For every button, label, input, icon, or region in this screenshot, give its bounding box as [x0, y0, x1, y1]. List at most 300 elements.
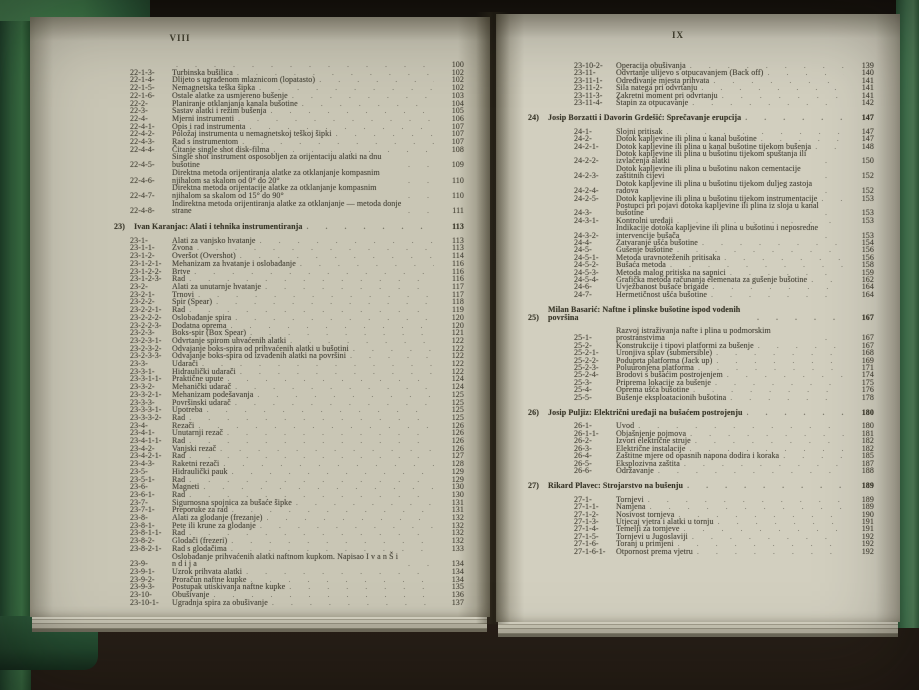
leader-dots: [189, 529, 434, 537]
entry-number: 23-2-2-1-: [130, 305, 162, 315]
entry-page-number: 132: [451, 513, 464, 523]
entry-page-number: 142: [861, 98, 874, 108]
entry-number: 23-3-: [130, 359, 148, 369]
entry-title: Površinski udarač: [172, 397, 231, 407]
entry-title: Mjerni instrumenti: [172, 113, 235, 123]
entry-page-number: 125: [451, 389, 464, 399]
entry-page-number: 129: [451, 474, 464, 484]
entry-title: Rad: [172, 528, 186, 538]
entry-page-number: 105: [451, 106, 464, 116]
entry-number: 24-6-: [574, 282, 592, 292]
entry-page-number: 131: [451, 497, 464, 507]
entry-page-number: 168: [861, 348, 874, 358]
entry-page-number: 156: [861, 252, 874, 262]
entry-title: Utjecaj vjetra i alatki u tornju: [616, 516, 714, 526]
entry-number: 25-2-2-: [574, 355, 599, 365]
leader-dots: [811, 276, 844, 283]
entry-number: 23-1-2-1-: [130, 258, 162, 268]
entry-page-number: 189: [861, 502, 874, 512]
entry-title: Rad s instrumentom: [172, 137, 239, 147]
entry-number: 25-1-: [574, 333, 592, 343]
entry-page-number: 153: [861, 208, 874, 218]
entry-number: 23-11-1-: [574, 75, 603, 85]
entry-page-number: 128: [451, 459, 464, 469]
entry-page-number: 139: [861, 61, 874, 70]
entry-title: Praktične upute: [172, 374, 224, 384]
entry-number: 23-10-: [130, 590, 152, 600]
leader-dots: [235, 383, 434, 391]
leader-dots: [815, 143, 844, 150]
entry-title: Vanjski rezač: [172, 443, 217, 453]
entry-number: 25-2-3-: [574, 363, 599, 373]
toc-entry: [130, 184, 464, 199]
entry-page-number: 106: [451, 113, 464, 123]
entry-title: Tornjevi u Jugoslaviji: [616, 531, 688, 541]
entry-page-number: 182: [861, 443, 874, 453]
entry-number: 23-8-1-1-: [130, 528, 162, 538]
entry-page-number: 167: [861, 333, 874, 343]
entry-title: Slojni pritisak: [616, 126, 663, 136]
entry-page-number: 167: [861, 340, 874, 350]
entry-title: Odvrtanje ulijevo s otpucavanjem (Back off): [616, 68, 764, 78]
leader-dots: [232, 506, 434, 514]
entry-number: 23-2-2-: [130, 297, 155, 307]
leader-dots: [825, 209, 844, 216]
page-stack-left: [32, 617, 487, 632]
entry-page-number: 191: [861, 524, 874, 534]
entry-title: Metoda uravnoteženih pritisaka: [616, 252, 721, 262]
entry-title: Odvajanje boks-spira od prihvaćenih alatki u bušotini: [172, 343, 349, 353]
entry-number: 22-4-2-: [130, 129, 155, 139]
entry-title: Kontrolni uređaji: [616, 215, 674, 225]
entry-number: 23-3-2-1-: [130, 389, 162, 399]
leader-dots: [198, 422, 434, 430]
entry-number: 23-6-: [130, 482, 148, 492]
entry-page-number: 117: [451, 289, 464, 299]
entry-title: Održavanje: [616, 465, 654, 475]
entry-number: 23-5-1-: [130, 474, 155, 484]
entry-number: 26): [528, 408, 539, 418]
toc-entry: [574, 202, 874, 217]
leader-dots: [220, 445, 434, 453]
entry-title: Mehanizam podešavanja: [172, 389, 254, 399]
leader-dots: [677, 246, 844, 253]
entry-page-number: 141: [861, 90, 874, 100]
leader-dots: [408, 192, 434, 200]
entry-number: 26-5-: [574, 458, 592, 468]
toc-section-heading: [528, 306, 874, 321]
entry-title: Opis i rad instrumenta: [172, 121, 246, 131]
entry-title: Rad: [172, 305, 186, 315]
entry-number: 24-2-1-: [574, 141, 599, 151]
leader-dots: [273, 146, 434, 154]
entry-page-number: 120: [451, 312, 464, 322]
entry-title: Bušaća metoda: [616, 260, 666, 270]
entry-number: 23-4-1-: [130, 428, 155, 438]
leader-dots: [189, 414, 434, 422]
leader-dots: [240, 252, 434, 260]
leader-dots: [302, 100, 434, 108]
entry-title: Štapin za otpucavanje: [616, 98, 689, 108]
entry-title: Magneti: [172, 482, 200, 492]
leader-dots: [189, 476, 434, 484]
leader-dots: [231, 322, 435, 330]
entry-title: Uvod: [616, 421, 635, 431]
entry-number: 22-3-: [130, 106, 148, 116]
entry-page-number: 152: [861, 186, 874, 196]
left-page: [30, 17, 490, 617]
entry-page-number: 150: [861, 156, 874, 166]
leader-dots: [189, 275, 434, 283]
entry-page-number: 147: [861, 113, 874, 123]
leader-dots: [783, 452, 844, 459]
entry-page-number: 107: [451, 129, 464, 139]
leader-dots: [821, 195, 844, 202]
leader-dots: [757, 314, 844, 321]
entry-page-number: 131: [451, 505, 464, 515]
entry-title: Brtve: [172, 266, 191, 276]
entry-page-number: 116: [451, 274, 464, 284]
leader-dots: [227, 375, 434, 383]
entry-title: Hidraulički pauk: [172, 466, 228, 476]
leader-dots: [250, 123, 434, 131]
entry-title: Boks-spir (Box Spear): [172, 328, 247, 338]
entry-page-number: 104: [451, 98, 464, 108]
entry-page-number: 174: [861, 370, 874, 380]
entry-number: 25-4-: [574, 385, 592, 395]
entry-number: 26-4-: [574, 451, 592, 461]
entry-title: Glodači (frezeri): [172, 536, 228, 546]
entry-page-number: 188: [861, 465, 874, 475]
entry-title: Izvori električne struje: [616, 436, 691, 446]
entry-number: 22-4-1-: [130, 121, 155, 131]
entry-number: 23-3-2-: [130, 382, 155, 392]
entry-page-number: 100: [451, 60, 464, 69]
leader-dots: [690, 430, 844, 437]
entry-number: 22-2-: [130, 98, 148, 108]
leader-dots: [267, 514, 434, 522]
entry-number: 24-3-2-: [574, 230, 599, 240]
entry-title: Trnovi: [172, 289, 195, 299]
entry-page-number: 102: [451, 67, 464, 77]
entry-title: Konstrukcije i tipovi platformi za bušenje: [616, 340, 754, 350]
entry-number: 26-6-: [574, 465, 592, 475]
entry-title: Direktna metoda orijentiranja alatke za otklanjanje kompasnim njihalom sa skalom od 0° do 20°: [172, 167, 380, 185]
entry-number: 23-4-2-1-: [130, 451, 162, 461]
entry-title: Zaštitne mjere od opasnih napona dodira i koraka: [616, 451, 780, 461]
entry-title: Namjena: [616, 502, 646, 512]
entry-page-number: 126: [451, 420, 464, 430]
entry-page-number: 132: [451, 520, 464, 530]
leader-dots: [237, 69, 434, 77]
leader-dots: [684, 460, 844, 467]
entry-page-number: 180: [861, 421, 874, 431]
leader-dots: [825, 157, 844, 164]
entry-number: 24-7-: [574, 289, 592, 299]
leader-dots: [690, 62, 844, 69]
entry-number: 22-4-6-: [130, 175, 155, 185]
entry-number: 22-1-4-: [130, 75, 155, 85]
entry-title: Proračun naftne kupke: [172, 574, 247, 584]
entry-number: 27-1-3-: [574, 516, 599, 526]
entry-page-number: 171: [861, 363, 874, 373]
entry-title: Obušivanje: [172, 590, 210, 600]
leader-dots: [692, 533, 844, 540]
entry-number: 24-5-4-: [574, 274, 599, 284]
leader-dots: [223, 460, 434, 468]
toc-section-heading: [528, 114, 874, 121]
entry-page-number: 102: [451, 83, 464, 93]
entry-title: Upotreba: [172, 405, 203, 415]
entry-page-number: 192: [861, 539, 874, 549]
entry-number: 25-5-: [574, 392, 592, 402]
entry-number: 23-4-2-: [130, 443, 155, 453]
leader-dots: [716, 357, 844, 364]
leader-dots: [698, 364, 844, 371]
entry-page-number: 113: [451, 243, 464, 253]
entry-page-number: 159: [861, 267, 874, 277]
entry-number: 25-2-1-: [574, 348, 599, 358]
entry-title: Udarači: [172, 359, 199, 369]
leader-dots: [758, 342, 844, 349]
entry-title: Dotok kapljevine ili plina u bušotinu tijekom spuštanja ili izvlačenja alatki: [616, 149, 807, 166]
entry-title: Rad s glodačima: [172, 543, 227, 553]
entry-page-number: 124: [451, 374, 464, 384]
entry-title: Dotok kapljevine ili plina u kanal bušotine: [616, 134, 757, 144]
entry-title: Dotok kapljevine ili plina u bušotinu tijekom instrumentacije: [616, 193, 818, 203]
leader-dots: [189, 491, 434, 499]
entry-number: 27-1-6-: [574, 539, 599, 549]
entry-number: 24-4-: [574, 237, 592, 247]
toc-entry: [130, 61, 464, 69]
toc-entry: [574, 224, 874, 239]
entry-page-number: 126: [451, 436, 464, 446]
leader-dots: [260, 522, 434, 530]
entry-title: Čitanje single shot disk-filma: [172, 144, 270, 154]
leader-dots: [270, 107, 434, 115]
entry-title: Poluuronjena platforma: [616, 363, 694, 373]
entry-title: Toranj u primjeni: [616, 539, 674, 549]
entry-page-number: 176: [861, 385, 874, 395]
entry-number: 23-4-1-1-: [130, 436, 162, 446]
entry-number: 24-5-3-: [574, 267, 599, 277]
entry-page-number: 187: [861, 458, 874, 468]
entry-page-number: 125: [451, 405, 464, 415]
toc-entry: [574, 150, 874, 165]
leader-dots: [638, 422, 844, 429]
entry-page-number: 102: [451, 75, 464, 85]
leader-dots: [730, 269, 844, 276]
entry-title: Single shot instrument osposobljen za orijentaciju alatki na dnu bušotine: [172, 152, 382, 170]
leader-dots: [213, 591, 434, 599]
entry-title: Rad: [172, 412, 186, 422]
entry-page-number: 109: [451, 160, 464, 170]
entry-title: Dotok kapljevine ili plina u bušotinu nakon cementacije zaštitnih cijevi: [616, 163, 801, 181]
entry-number: 24-1-: [574, 126, 592, 136]
entry-page-number: 134: [451, 574, 464, 584]
entry-title: Metoda malog pritiska na sapnici: [616, 267, 726, 277]
entry-page-number: 164: [861, 289, 874, 299]
leader-dots: [658, 467, 844, 474]
entry-title: Dotok kapljevine ili plina u kanal bušotine tijekom bušenja: [616, 141, 812, 151]
leader-dots: [713, 77, 844, 84]
entry-number: 24-5-: [574, 245, 592, 255]
entry-number: 23-5-: [130, 466, 148, 476]
entry-number: 23-9-1-: [130, 567, 155, 576]
entry-page-number: 134: [451, 567, 464, 576]
entry-number: 23-1-: [130, 235, 148, 245]
leader-dots: [687, 482, 844, 489]
entry-title: Električne instalacije: [616, 443, 686, 453]
entry-title: Preporuke za rad: [172, 505, 228, 515]
entry-number: 22-1-6-: [130, 90, 155, 100]
entry-title: Odvrtanje spirom uhvaćenih alatki: [172, 335, 287, 345]
entry-title: Sila natega pri odvrtanju: [616, 83, 698, 93]
entry-page-number: 164: [861, 282, 874, 292]
leader-dots: [408, 177, 434, 185]
leader-dots: [408, 560, 434, 568]
entry-title: Eksplozivna zaštita: [616, 458, 680, 468]
entry-title: Ugradnja spira za obušivanje: [172, 597, 268, 607]
book-cover-left-edge: [0, 0, 31, 690]
entry-title: Zatvaranje ušća bušotine: [616, 237, 698, 247]
leader-dots: [231, 545, 434, 553]
leader-dots: [408, 207, 434, 215]
page-number-right: IX: [671, 30, 684, 40]
entry-page-number: 110: [451, 190, 464, 200]
toc-entry: [574, 467, 874, 474]
entry-number: 23-2-3-2-: [130, 343, 162, 353]
entry-number: 24-5-2-: [574, 260, 599, 270]
entry-number: 27-1-2-: [574, 509, 599, 519]
entry-page-number: 192: [861, 546, 874, 556]
entry-title: Ivan Karanjac: Alati i tehnika instrumentiranja: [134, 222, 303, 232]
leader-dots: [697, 548, 844, 555]
entry-page-number: 103: [451, 90, 464, 100]
entry-number: 26-1-1-: [574, 428, 599, 438]
entry-number: 22-4-4-: [130, 144, 155, 154]
entry-number: 23-11-2-: [574, 83, 603, 93]
leader-dots: [825, 172, 844, 179]
entry-number: 23-3-3-: [130, 397, 155, 407]
entry-title: Temelji za tornjeve: [616, 524, 680, 534]
entry-page-number: 190: [861, 509, 874, 519]
entry-number: 24-3-1-: [574, 215, 599, 225]
entry-page-number: 140: [861, 68, 874, 78]
entry-title: Postupak utiskivanja naftne kupke: [172, 582, 286, 592]
entry-title: Sastav alatki i režim bušenja: [172, 106, 267, 116]
toc-entry: [574, 548, 874, 555]
entry-page-number: 122: [451, 359, 464, 369]
entry-page-number: 120: [451, 320, 464, 330]
leader-dots: [300, 260, 434, 268]
entry-number: 23-10-2-: [574, 61, 603, 70]
entry-title: Hermetičnost ušća bušotine: [616, 289, 708, 299]
entry-page-number: 156: [861, 245, 874, 255]
leader-dots: [825, 187, 844, 194]
entry-title: Pete ili krune za glodanje: [172, 520, 256, 530]
leader-dots: [189, 452, 434, 460]
entry-page-number: 169: [861, 355, 874, 365]
entry-page-number: 118: [451, 297, 464, 307]
leader-dots: [231, 537, 434, 545]
entry-page-number: 113: [451, 235, 464, 245]
entry-title: Indikacije dotoka kapljevine ili plina u bušotinu i neposredne intervencije bušača: [616, 223, 819, 240]
toc-entry: [130, 169, 464, 184]
entry-page-number: 141: [861, 75, 874, 85]
entry-number: 23-4-3-: [130, 459, 155, 469]
entry-title: Alati za vanjsko hvatanje: [172, 235, 256, 245]
entry-title: Raketni rezači: [172, 459, 220, 469]
toc-right-column: [528, 61, 874, 556]
leader-dots: [290, 337, 434, 345]
entry-page-number: 124: [451, 382, 464, 392]
entry-number: 23-3-1-: [130, 366, 155, 376]
entry-title: Hidraulički udarači: [172, 366, 236, 376]
entry-page-number: 178: [861, 392, 874, 402]
entry-page-number: 182: [861, 436, 874, 446]
leader-dots: [767, 69, 844, 76]
book-gutter: [476, 12, 510, 624]
toc-section-heading: [114, 223, 464, 231]
entry-number: 23-3-3-1-: [130, 405, 162, 415]
entry-page-number: 114: [451, 251, 464, 261]
entry-page-number: 147: [861, 134, 874, 144]
leader-dots: [289, 583, 434, 591]
entry-page-number: 116: [451, 266, 464, 276]
entry-number: 24-2-3-: [574, 171, 599, 181]
toc-entry: [574, 327, 874, 342]
entry-number: 23-8-: [130, 513, 148, 523]
leader-dots: [730, 394, 844, 401]
leader-dots: [259, 84, 434, 92]
entry-page-number: 125: [451, 397, 464, 407]
leader-dots: [257, 391, 434, 399]
entry-number: 23-6-1-: [130, 489, 155, 499]
entry-page-number: 111: [452, 206, 464, 216]
toc-entry: [130, 200, 464, 215]
leader-dots: [408, 161, 434, 169]
entry-title: Nemagnetska teška šipka: [172, 83, 256, 93]
leader-dots: [198, 291, 434, 299]
leader-dots: [260, 237, 434, 245]
entry-page-number: 167: [861, 312, 874, 322]
leader-dots: [202, 360, 434, 368]
entry-page-number: 130: [451, 489, 464, 499]
entry-number: 23-11-: [574, 68, 596, 78]
entry-number: 23-2-3-3-: [130, 351, 162, 361]
entry-page-number: 152: [861, 171, 874, 181]
entry-number: 22-4-7-: [130, 190, 155, 200]
entry-page-number: 122: [451, 335, 464, 345]
entry-number: 23-2-3-1-: [130, 335, 162, 345]
leader-dots: [693, 386, 844, 393]
entry-page-number: 158: [861, 260, 874, 270]
entry-number: 25-2-: [574, 340, 592, 350]
entry-number: 23-2-2-2-: [130, 312, 162, 322]
toc-entry: [574, 394, 874, 401]
entry-number: 23-10-1-: [130, 597, 159, 607]
entry-title: Dlijeto s ugrađenom mlaznicom (lopatasto): [172, 75, 316, 85]
entry-page-number: 119: [451, 305, 464, 315]
entry-page-number: 153: [861, 215, 874, 225]
entry-title: Odvajanje boks-spira od izvađenih alatki na površini: [172, 351, 347, 361]
page-stack-right: [498, 622, 898, 637]
entry-number: 23-1-1-: [130, 243, 155, 253]
entry-title: Rad: [172, 436, 186, 446]
entry-page-number: 175: [861, 377, 874, 387]
entry-number: 23-4-: [130, 420, 148, 430]
